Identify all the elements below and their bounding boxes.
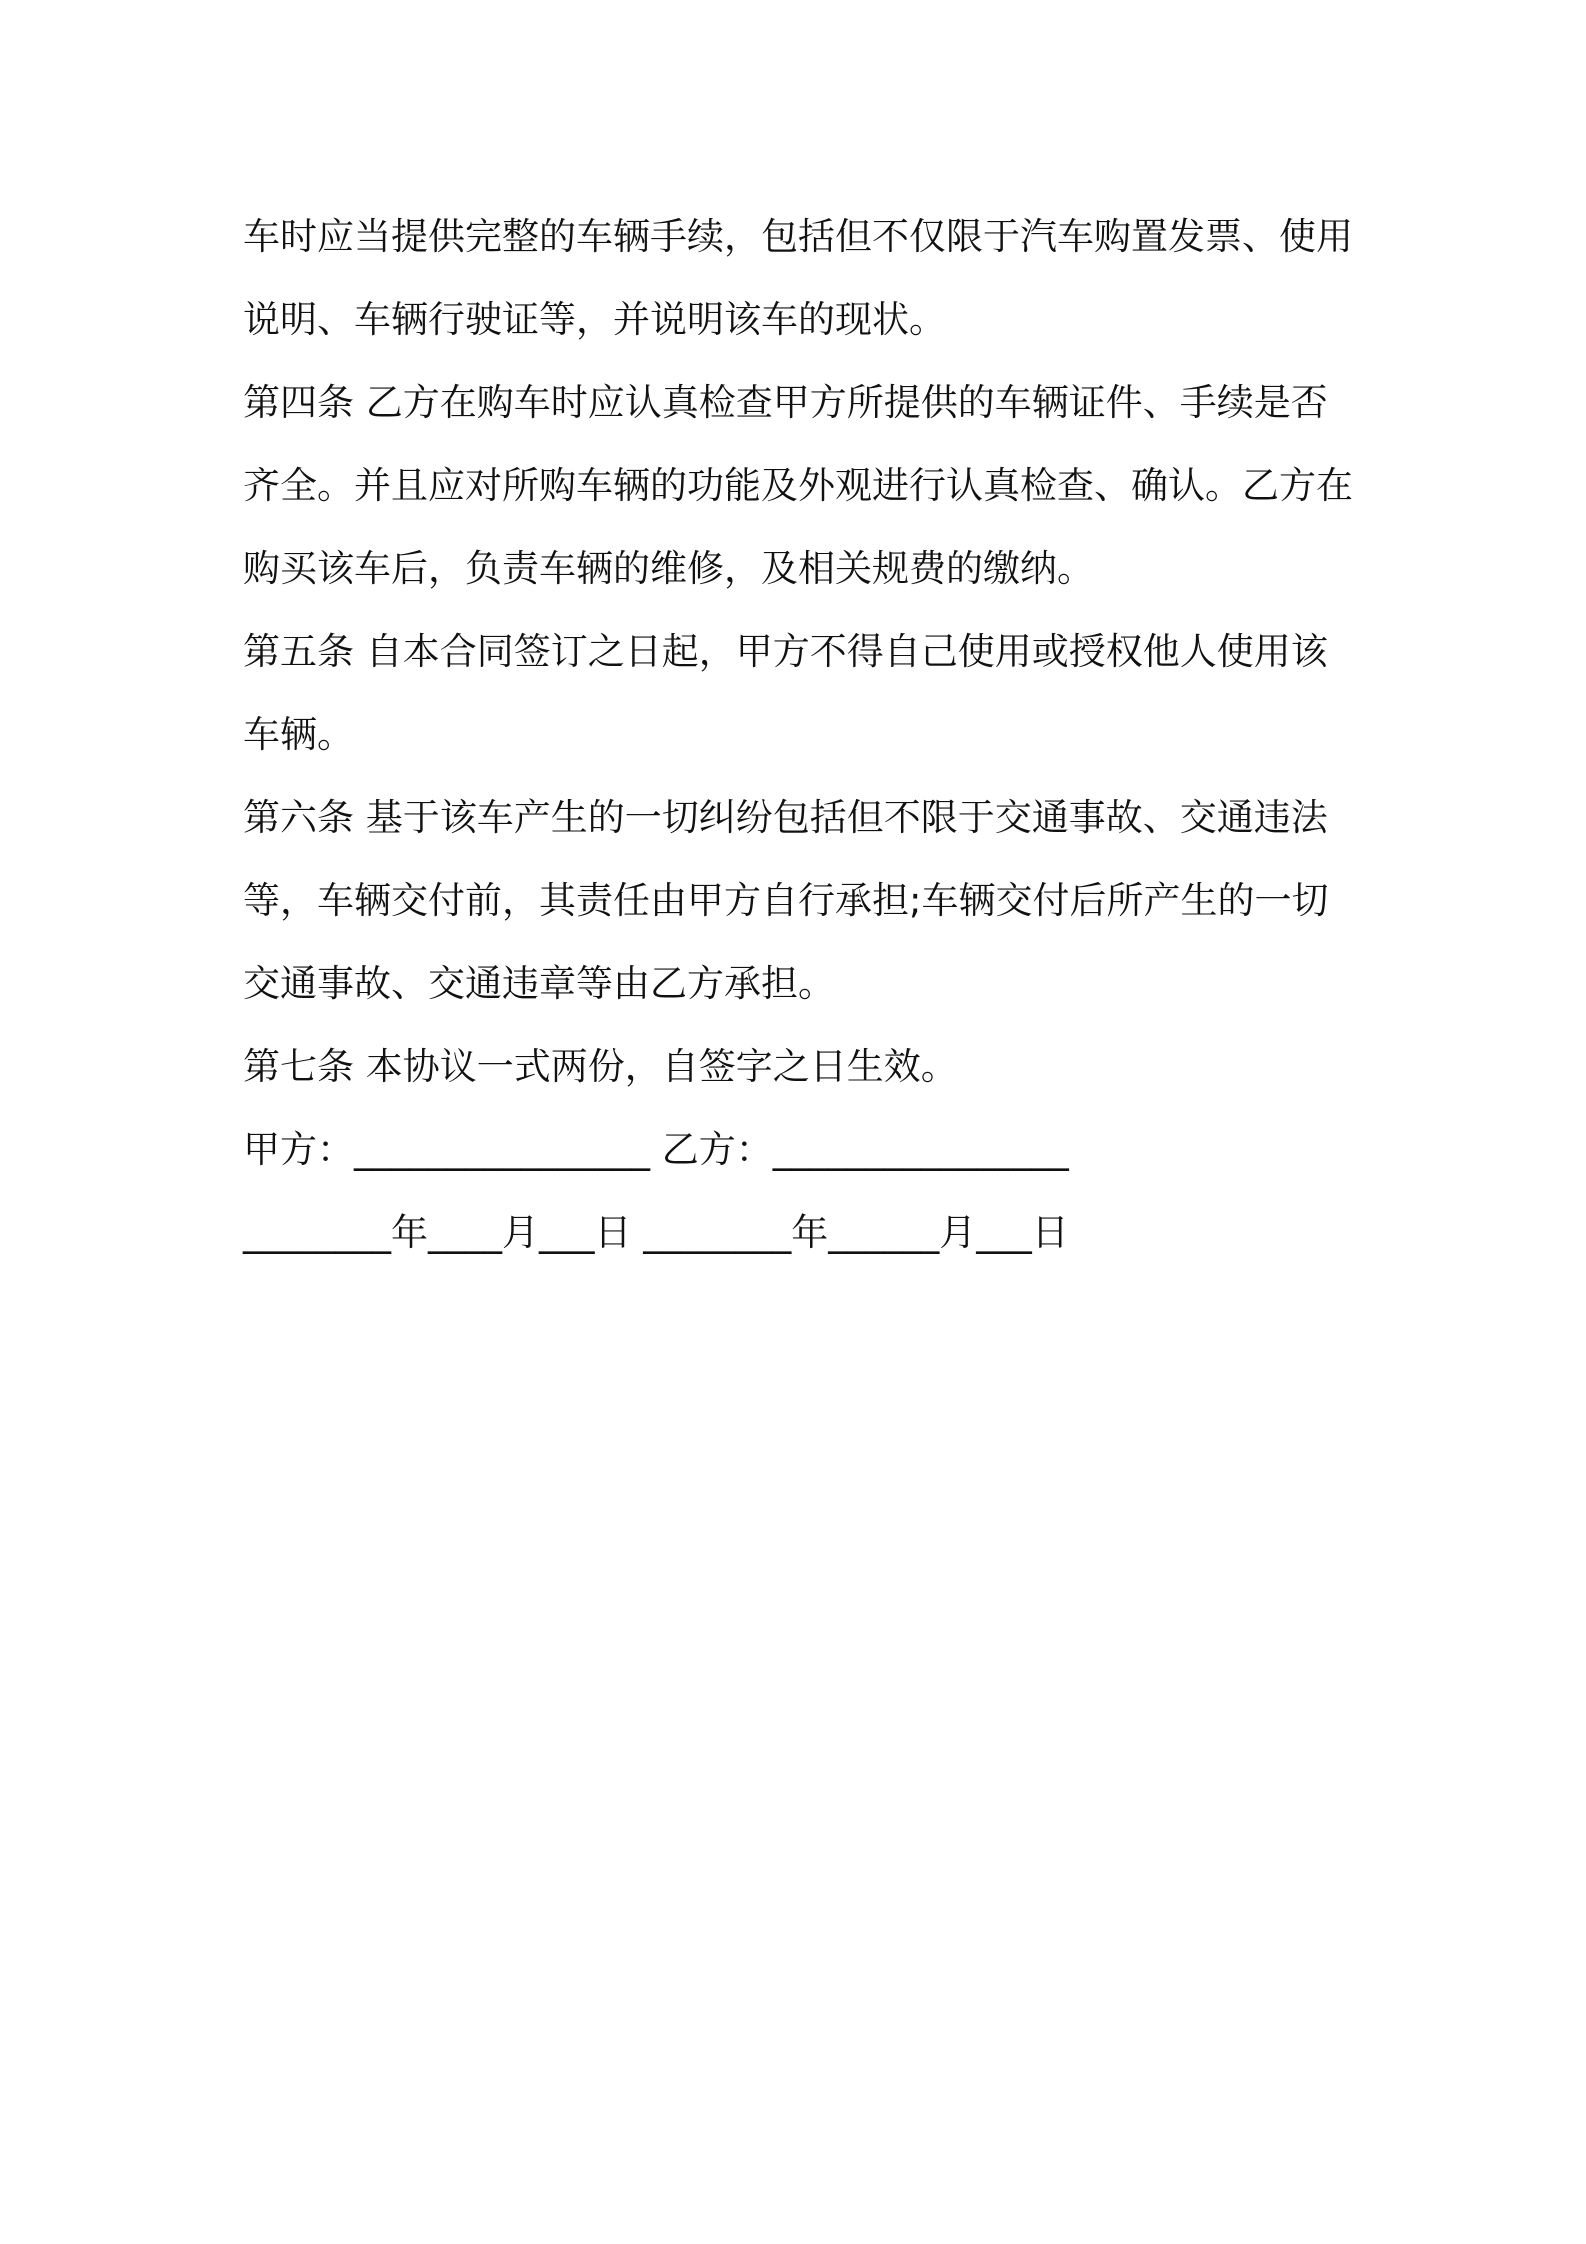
text-line: 车辆。 bbox=[243, 713, 354, 756]
text-line: 交通事故、交通违章等由乙方承担。 bbox=[243, 962, 835, 1005]
text-line: 购买该车后，负责车辆的维修，及相关规费的缴纳。 bbox=[243, 547, 1094, 590]
article-6-line: 第六条 基于该车产生的一切纠纷包括但不限于交通事故、交通违法 bbox=[243, 796, 1328, 839]
signature-parties: 甲方：________________ 乙方：________________ bbox=[243, 1128, 1069, 1171]
text-line: 等，车辆交付前，其责任由甲方自行承担;车辆交付后所产生的一切 bbox=[243, 879, 1329, 922]
text-line: 车时应当提供完整的车辆手续，包括但不仅限于汽车购置发票、使用 bbox=[243, 215, 1353, 258]
article-7-line: 第七条 本协议一式两份，自签字之日生效。 bbox=[243, 1045, 958, 1088]
text-line: 说明、车辆行驶证等，并说明该车的现状。 bbox=[243, 298, 946, 341]
document-body bbox=[243, 195, 1363, 1274]
text-line: 齐全。并且应对所购车辆的功能及外观进行认真检查、确认。乙方在 bbox=[243, 464, 1353, 507]
signature-dates: ________年____月___日 ________年______月___日 bbox=[243, 1211, 1069, 1254]
article-4-line: 第四条 乙方在购车时应认真检查甲方所提供的车辆证件、手续是否 bbox=[243, 381, 1328, 424]
article-5-line: 第五条 自本合同签订之日起，甲方不得自己使用或授权他人使用该 bbox=[243, 630, 1328, 673]
